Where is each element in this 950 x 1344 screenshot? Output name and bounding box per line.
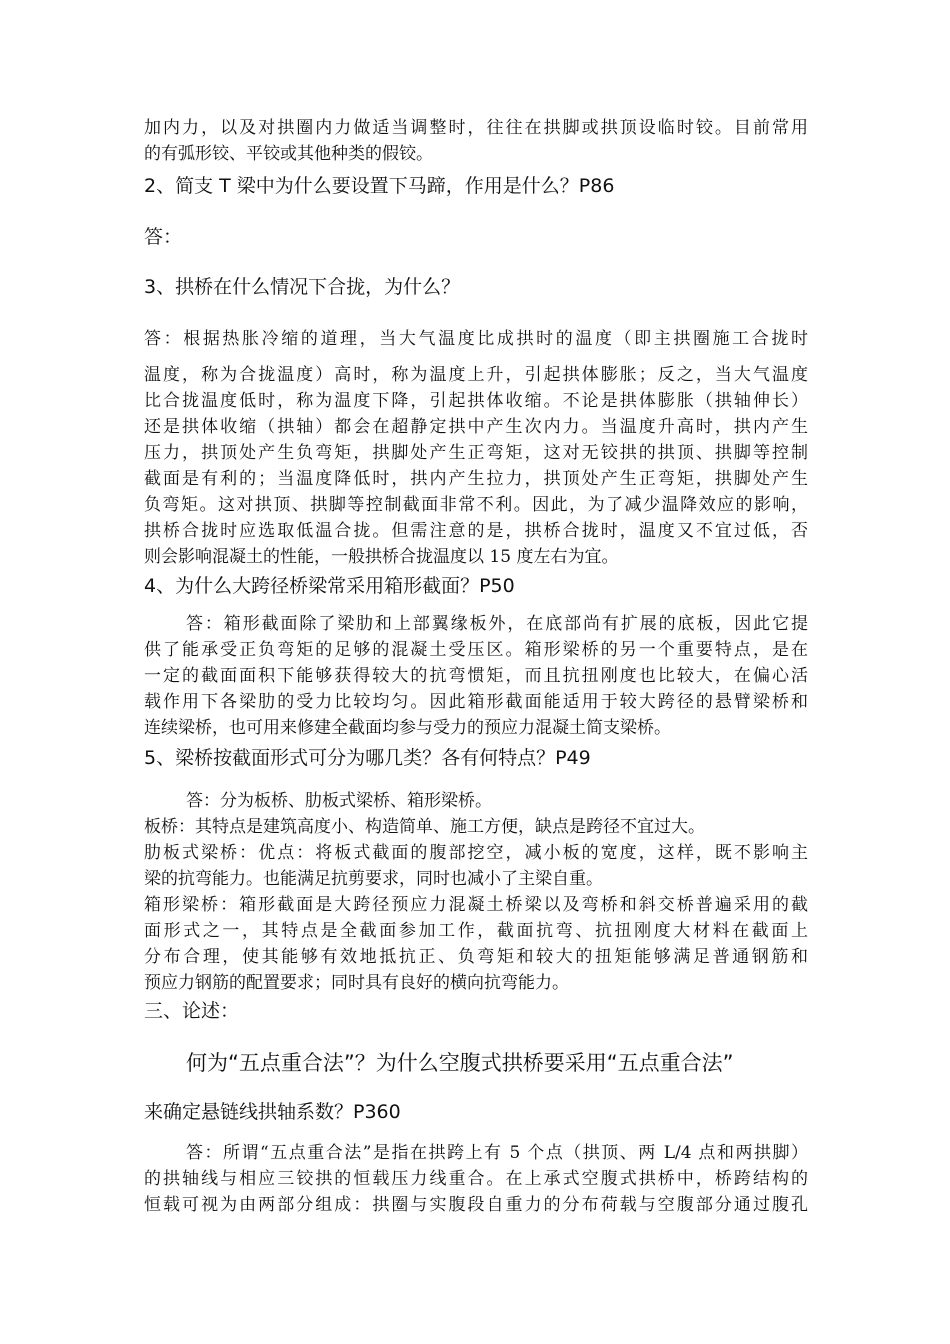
text-line: 则会影响混凝土的性能，一般拱桥合拢温度以 15 度左右为宜。	[144, 547, 619, 567]
text-line: 供了能承受正负弯矩的足够的混凝土受压区。箱形梁桥的另一个重要特点，是在	[144, 640, 808, 660]
text-line: 还是拱体收缩（拱轴）都会在超静定拱中产生次内力。当温度升高时，拱内产生	[144, 417, 808, 437]
essay-question: 来确定悬链线拱轴系数？P360	[144, 1101, 401, 1123]
text-line: 的有弧形铰、平铰或其他种类的假铰。	[144, 144, 433, 164]
text-line: 加内力，以及对拱圈内力做适当调整时，往往在拱脚或拱顶设临时铰。目前常用	[144, 118, 808, 138]
text-line: 预应力钢筋的配置要求；同时具有良好的横向抗弯能力。	[144, 973, 569, 993]
text-line: 连续梁桥，也可用来修建全截面均参与受力的预应力混凝土简支梁桥。	[144, 718, 671, 738]
question-heading: 3、拱桥在什么情况下合拢，为什么？	[144, 276, 461, 298]
answer-label: 答：	[144, 226, 183, 248]
text-line: 答：分为板桥、肋板式梁桥、箱形梁桥。	[186, 791, 492, 811]
text-line: 截面是有利的；当温度降低时，拱内产生拉力，拱顶处产生正弯矩，拱脚处产生	[144, 469, 808, 489]
text-line: 箱形梁桥：箱形截面是大跨径预应力混凝土桥梁以及弯桥和斜交桥普遍采用的截	[144, 895, 808, 915]
text-line: 梁的抗弯能力。也能满足抗剪要求，同时也减小了主梁自重。	[144, 869, 603, 889]
text-line: 拱桥合拢时应选取低温合拢。但需注意的是，拱桥合拢时，温度又不宜过低，否	[144, 521, 808, 541]
section-heading: 三、论述：	[144, 1000, 240, 1022]
text-line: 比合拢温度低时，称为温度下降，引起拱体收缩。不论是拱体膨胀（拱轴伸长）	[144, 391, 808, 411]
question-heading: 4、为什么大跨径桥梁常采用箱形截面？P50	[144, 575, 515, 597]
question-heading: 2、简支 T 梁中为什么要设置下马蹄，作用是什么？P86	[144, 175, 615, 197]
text-line: 答：所谓“五点重合法”是指在拱跨上有 5 个点（拱顶、两 L/4 点和两拱脚）	[186, 1143, 808, 1163]
text-line: 板桥：其特点是建筑高度小、构造简单、施工方便，缺点是跨径不宜过大。	[144, 817, 705, 837]
text-line: 恒载可视为由两部分组成：拱圈与实腹段自重力的分布荷载与空腹部分通过腹孔	[144, 1195, 808, 1215]
question-heading: 5、梁桥按截面形式可分为哪几类？各有何特点？P49	[144, 747, 591, 769]
text-line: 肋板式梁桥：优点：将板式截面的腹部挖空，减小板的宽度，这样，既不影响主	[144, 843, 808, 863]
text-line: 载作用下各梁肋的受力比较均匀。因此箱形截面能适用于较大跨径的悬臂梁桥和	[144, 692, 808, 712]
text-line: 温度，称为合拢温度）高时，称为温度上升，引起拱体膨胀；反之，当大气温度	[144, 365, 808, 385]
text-line: 答：箱形截面除了梁肋和上部翼缘板外，在底部尚有扩展的底板，因此它提	[186, 614, 808, 634]
essay-question: 何为“五点重合法”？为什么空腹式拱桥要采用“五点重合法”	[186, 1051, 734, 1075]
text-line: 一定的截面面积下能够获得较大的抗弯惯矩，而且抗扭刚度也比较大，在偏心活	[144, 666, 808, 686]
text-line: 分布合理，使其能够有效地抵抗正、负弯矩和较大的扭矩能够满足普通钢筋和	[144, 947, 808, 967]
text-line: 答：根据热胀冷缩的道理，当大气温度比成拱时的温度（即主拱圈施工合拢时	[144, 329, 808, 349]
text-line: 压力，拱顶处产生负弯矩，拱脚处产生正弯矩，这对无铰拱的拱顶、拱脚等控制	[144, 443, 808, 463]
text-line: 的拱轴线与相应三铰拱的恒载压力线重合。在上承式空腹式拱桥中，桥跨结构的	[144, 1169, 808, 1189]
text-line: 负弯矩。这对拱顶、拱脚等控制截面非常不利。因此，为了减少温降效应的影响，	[144, 495, 808, 515]
text-line: 面形式之一，其特点是全截面参加工作，截面抗弯、抗扭刚度大材料在截面上	[144, 921, 808, 941]
